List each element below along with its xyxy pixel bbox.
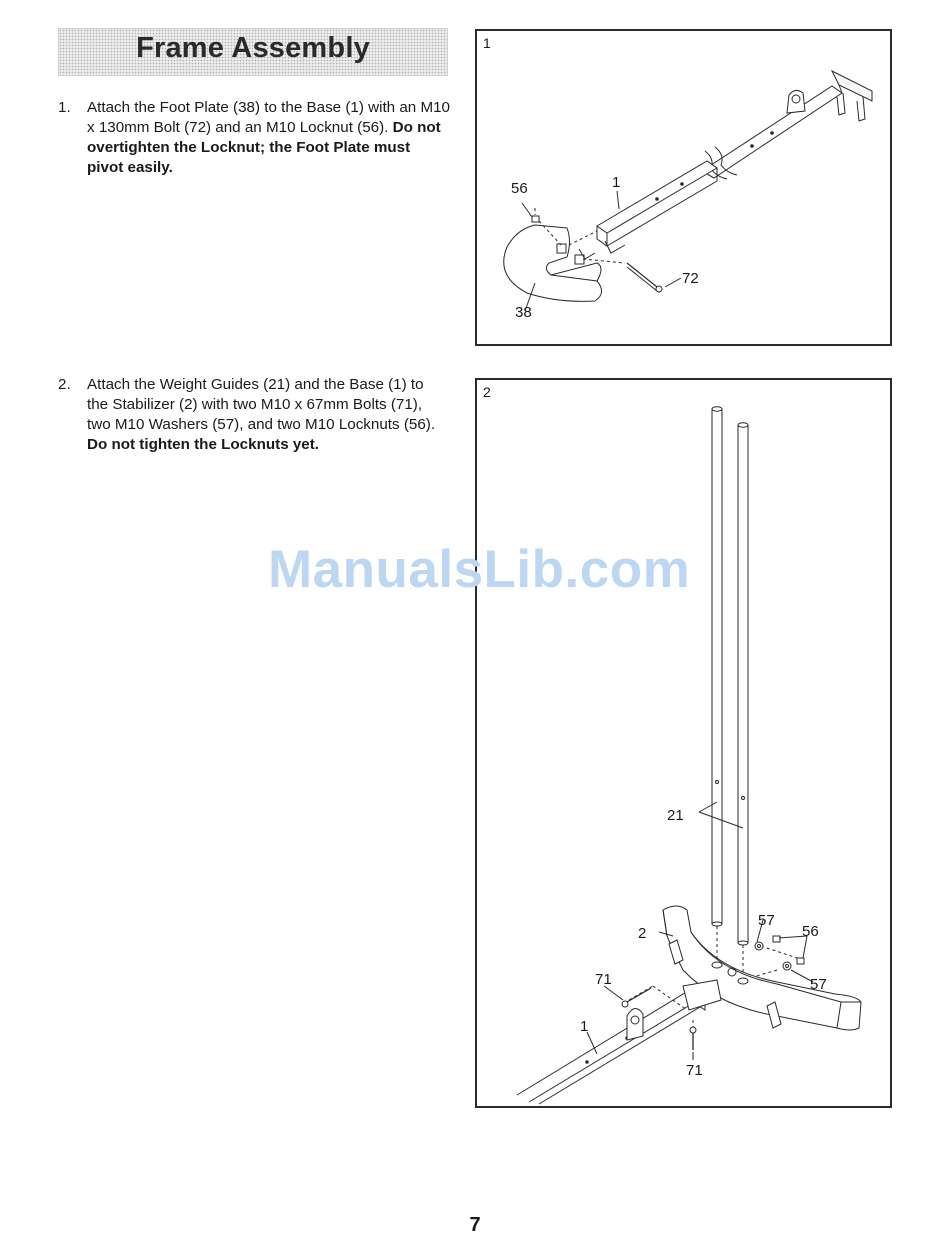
- page-title: Frame Assembly: [136, 32, 370, 64]
- callout-71-lower: 71: [686, 1062, 703, 1079]
- callout-57-upper: 57: [758, 912, 775, 929]
- page-number: 7: [469, 1214, 481, 1236]
- step-number: 1.: [58, 99, 71, 116]
- watermark: ManualsLib.com: [268, 540, 691, 599]
- callout-21: 21: [667, 807, 684, 824]
- figure-1-illustration: [477, 31, 890, 344]
- figure-1-panel: [475, 29, 892, 346]
- step-1: [58, 98, 450, 178]
- figure-2-panel: [475, 378, 892, 1108]
- figure-2-illustration: [477, 380, 890, 1106]
- callout-57-lower: 57: [810, 976, 827, 993]
- figure-number: 1: [483, 35, 491, 51]
- step-number: 2.: [58, 376, 71, 393]
- step-text: Attach the Foot Plate (38) to the Base (1) with an M10 x 130mm Bolt (72) and an M10 Locknut (56).: [87, 99, 451, 136]
- step-instructions: [87, 375, 438, 455]
- step-instructions: [87, 98, 450, 178]
- step-warning: Do not tighten the Locknuts yet.: [87, 436, 320, 453]
- callout-72: 72: [682, 270, 699, 287]
- title-banner: [58, 28, 448, 76]
- callout-1: 1: [612, 174, 621, 191]
- step-text: Attach the Weight Guides (21) and the Base (1) to the Stabilizer (2) with two M10 x 67mm Bolts (71), two M10 Washers (57), and two M10 Locknuts (56).: [87, 376, 436, 433]
- step-2: [58, 375, 438, 455]
- callout-56: 56: [802, 923, 819, 940]
- step-warning: Do not overtighten the Locknut; the Foot Plate must pivot easily.: [87, 119, 441, 176]
- callout-71-upper: 71: [595, 971, 612, 988]
- callout-1: 1: [580, 1018, 589, 1035]
- callout-38: 38: [515, 304, 532, 321]
- callout-2: 2: [638, 925, 647, 942]
- figure-number: 2: [483, 384, 491, 400]
- callout-56: 56: [511, 180, 528, 197]
